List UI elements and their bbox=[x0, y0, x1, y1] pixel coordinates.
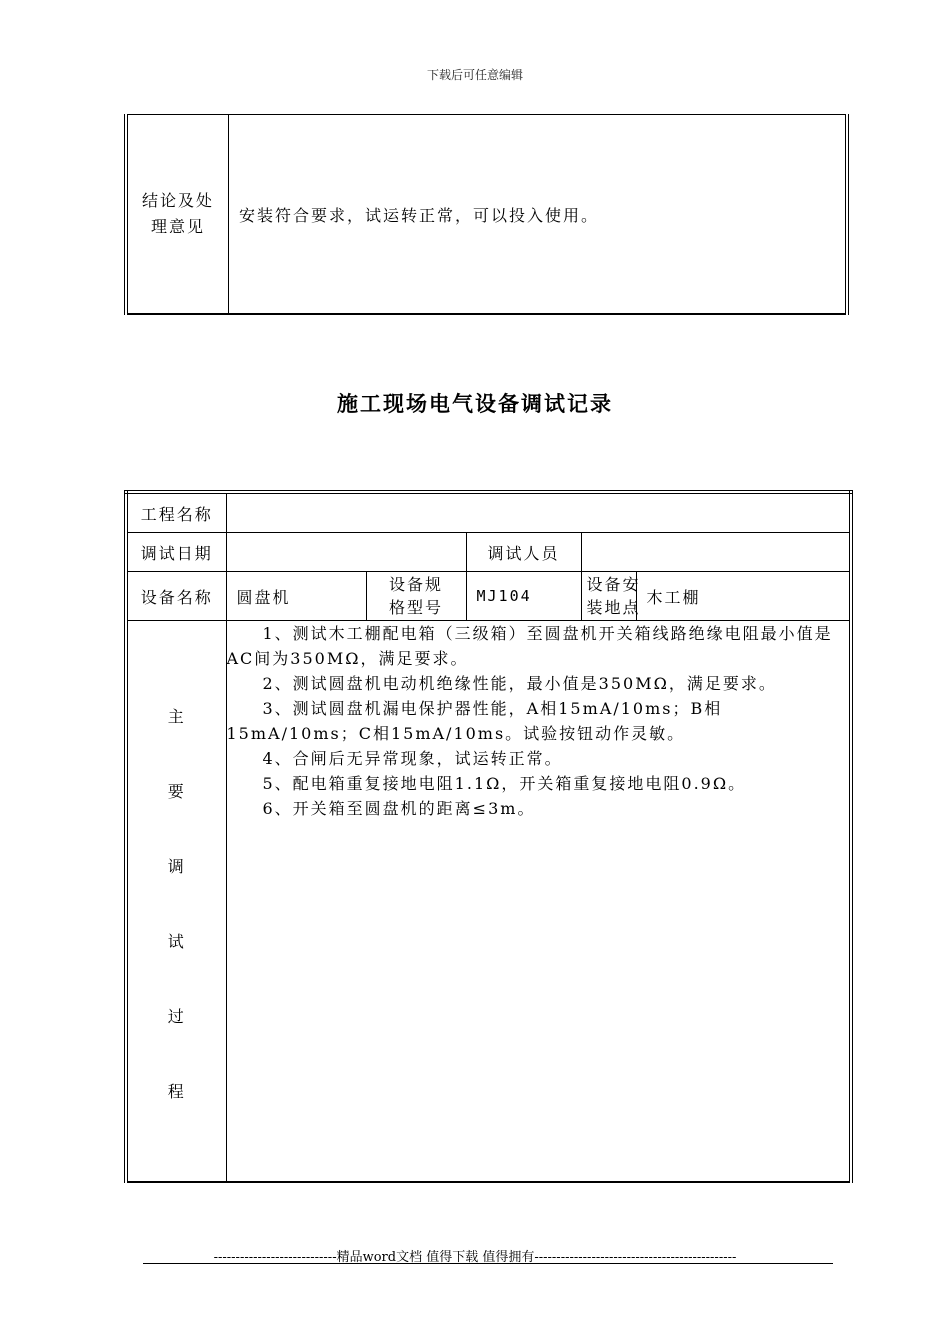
footer-note: ----------------------------精品word文档 值得下载 值得拥有---------------------------------------------- bbox=[213, 1250, 737, 1265]
conclusion-table bbox=[124, 114, 849, 315]
install-location-label bbox=[581, 572, 641, 621]
spec-model-label-text: 设备规格型号 bbox=[388, 575, 443, 617]
process-item: 4、合闸后无异常现象，试运转正常。 bbox=[262, 749, 563, 768]
main-process-char: 试 bbox=[167, 932, 186, 951]
equipment-name-field: 圆盘机 bbox=[226, 572, 366, 621]
install-location-label-text: 设备安装地点 bbox=[586, 575, 641, 617]
main-process-char: 程 bbox=[167, 1082, 186, 1101]
page-title: 施工现场电气设备调试记录 bbox=[337, 391, 613, 416]
project-name-label: 工程名称 bbox=[126, 492, 226, 533]
debug-person-field bbox=[581, 533, 851, 572]
conclusion-label-text: 结论及处理意见 bbox=[141, 191, 214, 236]
process-item: 3、测试圆盘机漏电保护器性能，A相15mA/10ms；B相15mA/10ms；C相15mA/10ms。试验按钮动作灵敏。 bbox=[226, 699, 723, 743]
main-process-char: 调 bbox=[167, 857, 186, 876]
footer-divider bbox=[143, 1263, 833, 1264]
install-location-field: 木工棚 bbox=[636, 572, 851, 621]
debug-date-label: 调试日期 bbox=[126, 533, 226, 572]
conclusion-label bbox=[126, 115, 229, 315]
main-process-content bbox=[226, 621, 851, 1183]
project-name-field bbox=[226, 492, 851, 533]
conclusion-value: 安装符合要求，试运转正常，可以投入使用。 bbox=[229, 115, 848, 315]
process-item: 1、测试木工棚配电箱（三级箱）至圆盘机开关箱线路绝缘电阻最小值是AC间为350MΩ，满足要求。 bbox=[226, 624, 833, 668]
equipment-name-label: 设备名称 bbox=[126, 572, 226, 621]
main-process-char: 过 bbox=[167, 1007, 186, 1026]
debug-person-label: 调试人员 bbox=[466, 533, 581, 572]
spec-model-label bbox=[366, 572, 466, 621]
header-note: 下载后可任意编辑 bbox=[426, 68, 523, 82]
debug-record-table bbox=[124, 490, 853, 1183]
debug-date-field bbox=[226, 533, 466, 572]
main-process-char: 要 bbox=[167, 782, 186, 801]
main-process-char: 主 bbox=[167, 707, 186, 726]
process-item: 5、配电箱重复接地电阻1.1Ω，开关箱重复接地电阻0.9Ω。 bbox=[262, 774, 747, 793]
process-item: 2、测试圆盘机电动机绝缘性能，最小值是350MΩ，满足要求。 bbox=[262, 674, 777, 693]
spec-model-field: MJ104 bbox=[466, 572, 581, 621]
process-item: 6、开关箱至圆盘机的距离≤3m。 bbox=[262, 799, 536, 818]
main-process-label bbox=[126, 621, 226, 1183]
